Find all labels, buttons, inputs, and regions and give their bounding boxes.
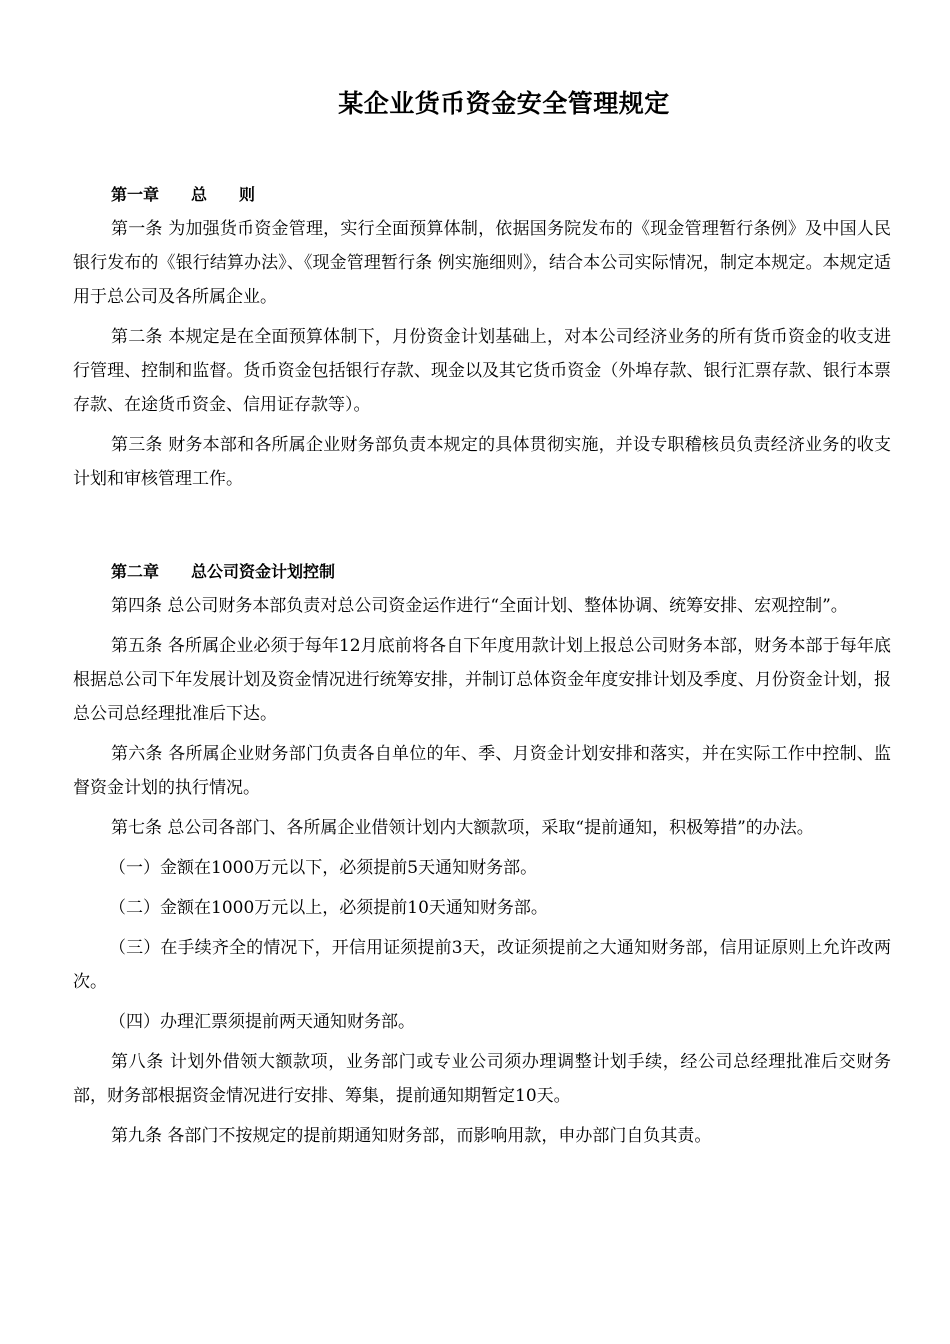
article-7-item-4: （四）办理汇票须提前两天通知财务部。 [109,1012,415,1032]
article-7-item-2: （二）金额在1000万元以上，必须提前10天通知财务部。 [109,898,548,918]
chapter-1-section [73,178,891,502]
chapter-1-heading: 第一章 总 则 [111,185,256,204]
article-1: 第一条 为加强货币资金管理，实行全面预算体制，依据国务院发布的《现金管理暂行条例》及中国人民银行发布的《银行结算办法》、《现金管理暂行条 例实施细则》，结合本公司实际情况，制定本规定。本规定适用于总公司及各所属企业。 [73,219,891,307]
article-5: 第五条 各所属企业必须于每年12月底前将各自下年度用款计划上报总公司财务本部，财务本部于每年底根据总公司下年发展计划及资金情况进行统筹安排，并制订总体资金年度安排计划及季度、月份资金计划，报总公司总经理批准后下达。 [73,636,891,724]
article-6: 第六条 各所属企业财务部门负责各自单位的年、季、月资金计划安排和落实，并在实际工作中控制、监督资金计划的执行情况。 [73,744,891,798]
chapter-2-heading: 第二章 总公司资金计划控制 [111,562,336,581]
article-7-item-1: （一）金额在1000万元以下，必须提前5天通知财务部。 [109,858,538,878]
article-2: 第二条 本规定是在全面预算体制下，月份资金计划基础上，对本公司经济业务的所有货币资金的收支进行管理、控制和监督。货币资金包括银行存款、现金以及其它货币资金（外埠存款、银行汇票存款、银行本票存款、在途货币资金、信用证存款等）。 [73,327,891,415]
article-4: 第四条 总公司财务本部负责对总公司资金运作进行“全面计划、整体协调、统筹安排、宏观控制”。 [111,596,848,616]
article-7: 第七条 总公司各部门、各所属企业借领计划内大额款项，采取“提前通知，积极筹措”的办法。 [111,818,814,838]
article-8: 第八条 计划外借领大额款项，业务部门或专业公司须办理调整计划手续，经公司总经理批准后交财务部，财务部根据资金情况进行安排、筹集，提前通知期暂定10天。 [73,1052,891,1106]
article-7-item-3: （三）在手续齐全的情况下，开信用证须提前3天，改证须提前之大通知财务部，信用证原则上允许改两次。 [73,938,891,992]
document-title: 某企业货币资金安全管理规定 [338,89,670,118]
article-3: 第三条 财务本部和各所属企业财务部负责本规定的具体贯彻实施，并设专职稽核员负责经济业务的收支计划和审核管理工作。 [73,435,891,489]
chapter-2-section [73,555,891,1159]
article-9: 第九条 各部门不按规定的提前期通知财务部，而影响用款，申办部门自负其责。 [111,1126,712,1146]
